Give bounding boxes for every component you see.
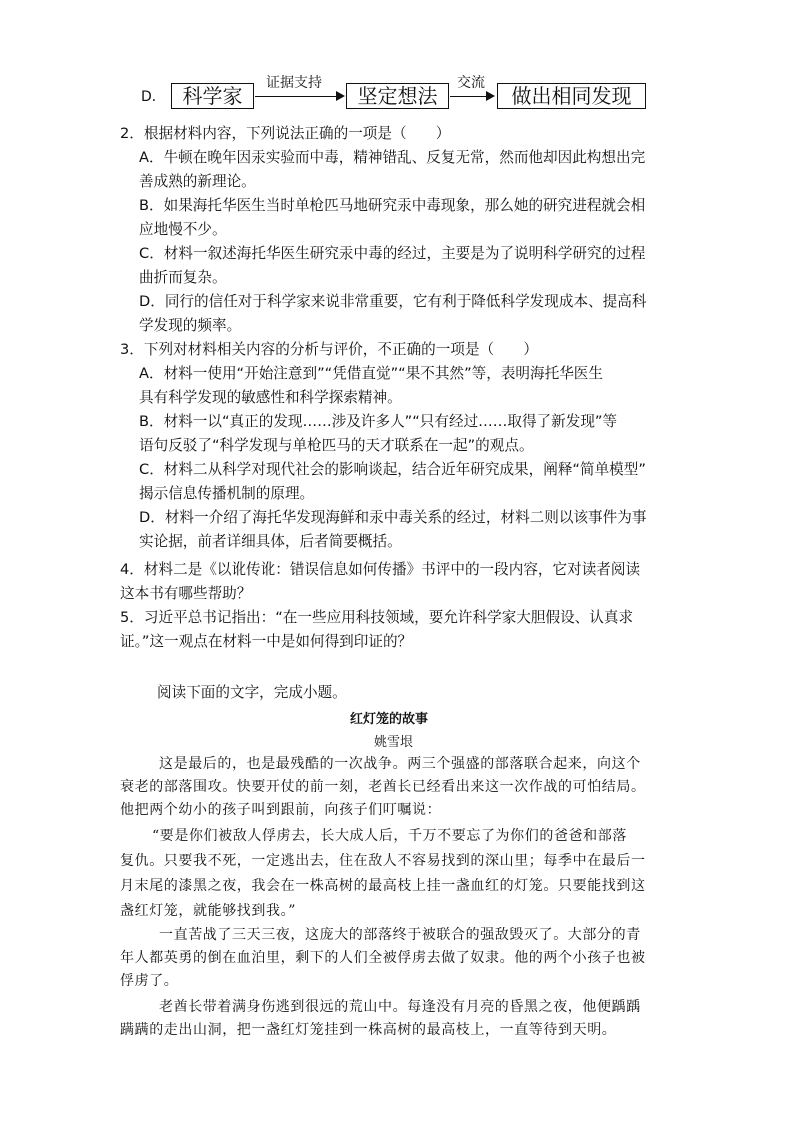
story-line: 盏红灯笼，就能够找到我。” <box>120 903 296 919</box>
q3-option-a: A．材料一使用“开始注意到”“凭借直觉”“果不其然”等，表明海托华医生 <box>139 365 603 382</box>
q3-option-a-cont: 具有科学发现的敏感性和科学探索精神。 <box>139 389 402 406</box>
q5-line-1: 5．习近平总书记指出：“在一些应用科技领域，要允许科学家大胆假设、认真求 <box>120 609 634 626</box>
story-line: “要是你们被敌人俘虏去，长大成人后，千万不要忘了为你们的爸爸和部落 <box>152 828 627 844</box>
q2-option-d-cont: 学发现的频率。 <box>139 317 242 334</box>
q2-option-a: A．牛顿在晚年因汞实验而中毒，精神错乱、反复无常，然而他却因此构想出完 <box>139 149 646 166</box>
q3-option-b-cont: 语句反驳了“科学发现与单枪匹马的天才联系在一起”的观点。 <box>139 437 534 454</box>
q2-option-b-cont: 应地慢不少。 <box>139 221 227 238</box>
story-line: 这是最后的，也是最残酷的一次战争。两三个强盛的部落联合起来，向这个 <box>159 756 641 772</box>
arrow-1-line <box>255 96 337 97</box>
arrow-label-evidence: 证据支持 <box>266 75 322 91</box>
q3-option-c-cont: 揭示信息传播机制的原理。 <box>139 485 315 502</box>
arrow-1-head <box>336 91 345 101</box>
story-line: 年人都英勇的倒在血泊里，剩下的人们全被俘虏去做了奴隶。他的两个小孩子也被 <box>120 950 646 966</box>
q2-option-c-cont: 曲折而复杂。 <box>139 269 227 286</box>
q2-option-d: D．同行的信任对于科学家来说非常重要，它有利于降低科学发现成本、提高科 <box>139 293 647 310</box>
story-line: 蹒蹒的走出山洞，把一盏红灯笼挂到一株高树的最高枝上，一直等待到天明。 <box>120 1022 617 1038</box>
q2-option-a-cont: 善成熟的新理论。 <box>139 173 256 190</box>
story-line: 俘虏了。 <box>120 973 179 989</box>
story-line: 一直苦战了三天三夜，这庞大的部落终于被联合的强敌毁灭了。大部分的青 <box>159 927 641 943</box>
arrow-label-exchange: 交流 <box>457 75 485 91</box>
q3-stem: 3．下列对材料相关内容的分析与评价，不正确的一项是（ ） <box>120 341 538 358</box>
q4-line-1: 4．材料二是《以讹传讹：错误信息如何传播》书评中的一段内容，它对读者阅读 <box>120 561 641 578</box>
q4-line-2: 这本书有哪些帮助？ <box>120 585 252 602</box>
flow-box-firm-idea: 坚定想法 <box>346 83 449 109</box>
flow-box-scientist: 科学家 <box>171 83 254 109</box>
arrow-2-head <box>486 91 495 101</box>
story-line: 老酋长带着满身伤逃到很远的荒山中。每逢没有月亮的昏黑之夜，他便踽踽 <box>159 999 641 1015</box>
reading-intro: 阅读下面的文字，完成小题。 <box>157 684 347 701</box>
q3-option-d: D．材料一介绍了海托华发现海鲜和汞中毒关系的经过，材料二则以该事件为事 <box>139 509 647 526</box>
flow-box-same-discovery: 做出相同发现 <box>497 83 646 109</box>
q2-option-b: B．如果海托华医生当时单枪匹马地研究汞中毒现象，那么她的研究进程就会相 <box>139 197 646 214</box>
q2-stem: 2．根据材料内容，下列说法正确的一项是（ ） <box>120 125 451 142</box>
q2-option-c: C．材料一叙述海托华医生研究汞中毒的经过，主要是为了说明科学研究的过程 <box>139 245 646 262</box>
story-line: 他把两个幼小的孩子叫到跟前，向孩子们叮嘱说： <box>120 802 442 818</box>
story-author: 姚雪垠 <box>374 735 414 750</box>
q3-option-b: B．材料一以“真正的发现……涉及许多人”“只有经过……取得了新发现”等 <box>139 413 618 430</box>
story-title: 红灯笼的故事 <box>350 712 429 727</box>
arrow-2-line <box>450 96 487 97</box>
story-line: 复仇。只要我不死，一定逃出去，住在敌人不容易找到的深山里；每季中在最后一 <box>120 853 646 869</box>
story-line: 衰老的部落围攻。快要开仗的前一刻，老酋长已经看出来这一次作战的可怕结局。 <box>120 779 646 795</box>
story-line: 月末尾的漆黑之夜，我会在一株高树的最高枝上挂一盏血红的灯笼。只要能找到这 <box>120 878 646 894</box>
q3-option-c: C．材料二从科学对现代社会的影响谈起，结合近年研究成果，阐释“简单模型” <box>139 461 646 478</box>
option-d-letter: D． <box>141 89 166 105</box>
q5-line-2: 证。”这一观点在材料一中是如何得到印证的？ <box>120 633 413 650</box>
q3-option-d-cont: 实论据，前者详细具体，后者简要概括。 <box>139 533 402 550</box>
